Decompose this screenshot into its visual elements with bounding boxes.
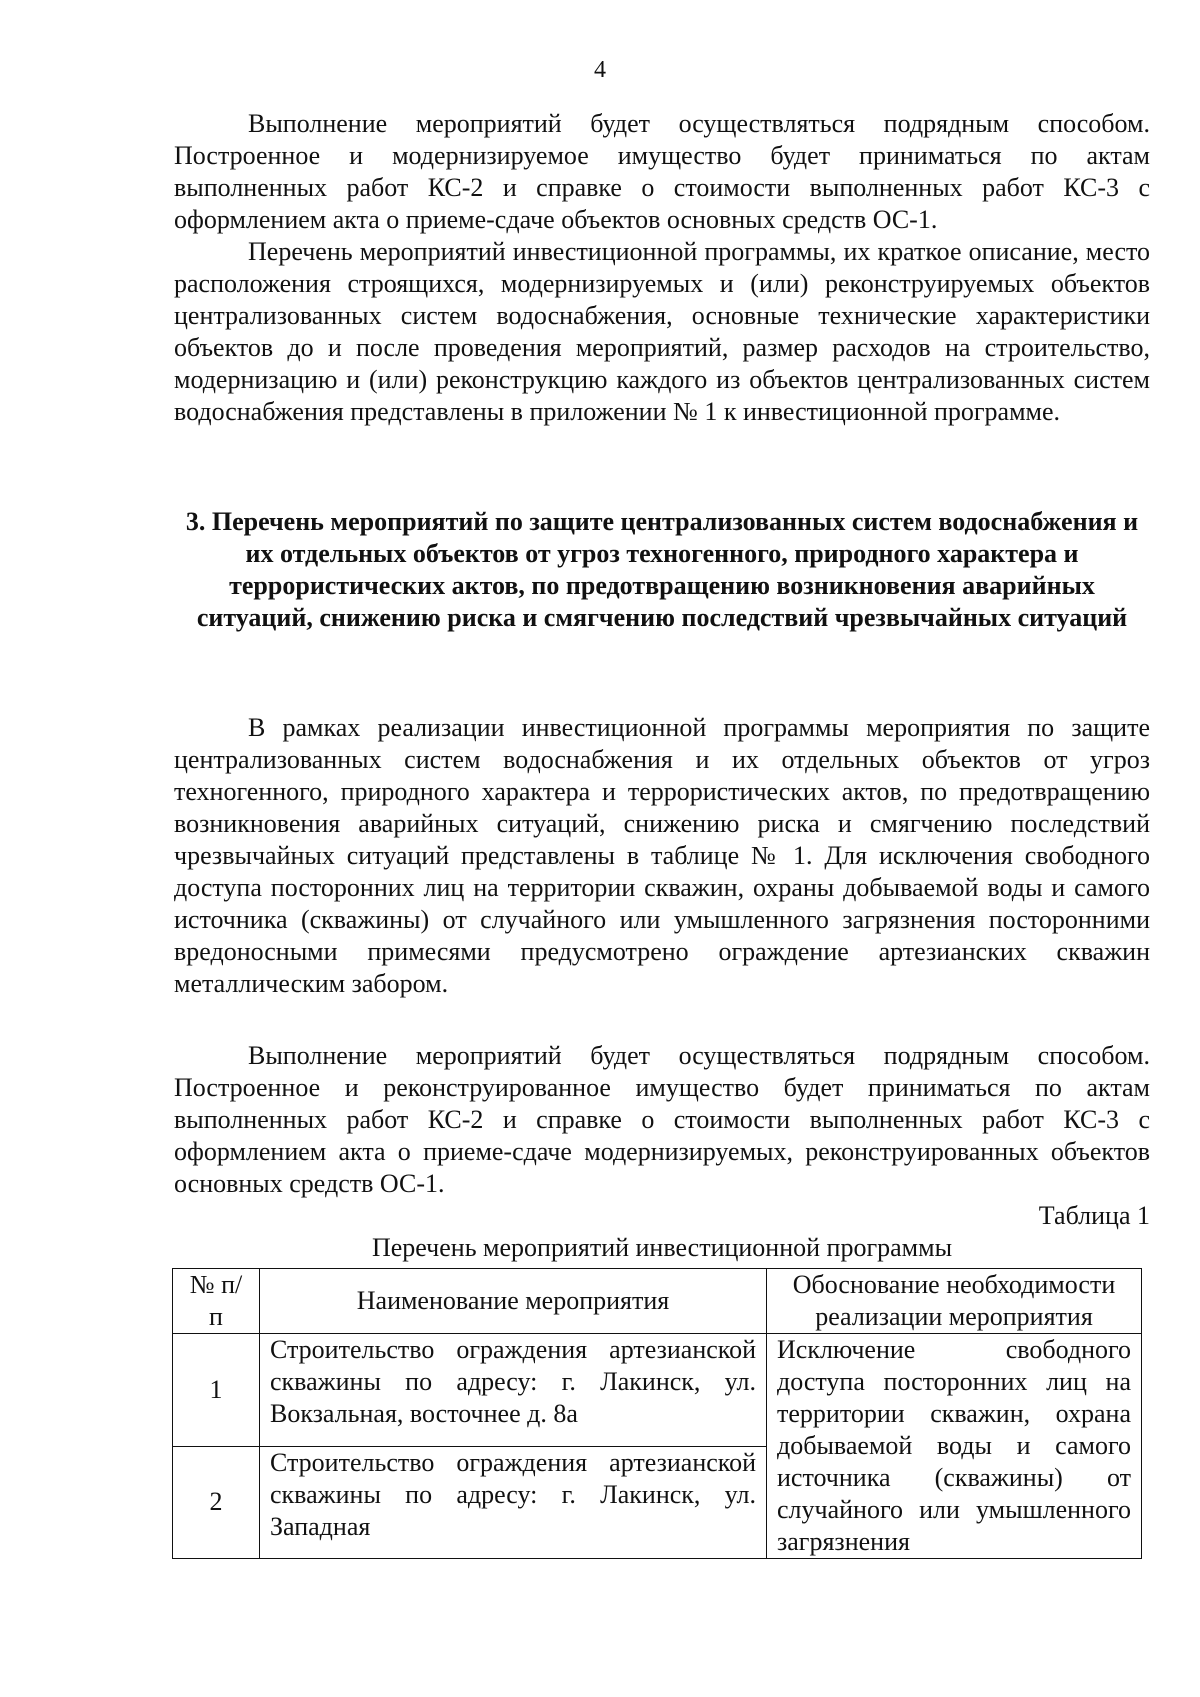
header-name: Наименование мероприятия [260, 1269, 767, 1334]
row-name: Строительство ограждения артезианской скважины по адресу: г. Лакинск, ул. Западная [260, 1446, 767, 1559]
table-header-row [173, 1269, 1142, 1334]
paragraph-execution-method: Выполнение мероприятий будет осуществляться подрядным способом. Построенное и модернизируемое имущество будет приниматься по актам выполненных работ КС-2 и справке о стоимости выполненных работ КС-3 с оформлением акта о приеме-сдаче объектов основных средств ОС-1. [174, 109, 1150, 234]
row-name: Строительство ограждения артезианской скважины по адресу: г. Лакинск, ул. Вокзальная, восточнее д. 8а [260, 1334, 767, 1447]
table-row [173, 1334, 1142, 1447]
paragraph-measures-list: Перечень мероприятий инвестиционной программы, их краткое описание, место расположения строящихся, модернизируемых и (или) реконструируемых объектов централизованных систем водоснабжения, основные технические характеристики объектов до и после проведения мероприятий, размер расходов на строительство, модернизацию и (или) реконструкцию каждого из объектов централизованных систем водоснабжения представлены в приложении № 1 к инвестиционной программе. [174, 237, 1150, 426]
row-num: 1 [173, 1334, 260, 1447]
header-reason: Обоснование необходимости реализации мероприятия [767, 1269, 1142, 1334]
table-caption: Перечень мероприятий инвестиционной программы [371, 1233, 953, 1262]
row-reason: Исключение свободного доступа посторонних лиц на территории скважин, охрана добываемой воды и самого источника (скважины) от случайного или умышленного загрязнения [767, 1334, 1142, 1559]
table-label: Таблица 1 [1038, 1201, 1150, 1230]
row-num: 2 [173, 1446, 260, 1559]
paragraph-protection-measures: В рамках реализации инвестиционной программы мероприятия по защите централизованных систем водоснабжения и их отдельных объектов от угроз техногенного, природного характера и террористических актов, по предотвращению возникновения аварийных ситуаций, снижению риска и смягчению последствий чрезвычайных ситуаций представлены в таблице № 1. Для исключения свободного доступа посторонних лиц на территории скважин, охраны добываемой воды и самого источника (скважины) от случайного или умышленного загрязнения посторонними вредоносными примесями предусмотрено ограждение артезианских скважин металлическим забором. [174, 713, 1150, 998]
paragraph-execution-method-2: Выполнение мероприятий будет осуществляться подрядным способом. Построенное и реконструированное имущество будет приниматься по актам выполненных работ КС-2 и справке о стоимости выполненных работ КС-3 с оформлением акта о приеме-сдаче модернизируемых, реконструированных объектов основных средств ОС-1. [174, 1041, 1150, 1198]
section-heading: 3. Перечень мероприятий по защите централизованных систем водоснабжения и их отдельных объектов от угроз техногенного, природного характера и террористических актов, по предотвращению возникновения аварийных ситуаций, снижению риска и смягчению последствий чрезвычайных ситуаций [185, 507, 1139, 632]
header-num: № п/п [173, 1269, 260, 1334]
measures-table [172, 1268, 1142, 1559]
page-number: 4 [594, 57, 606, 83]
